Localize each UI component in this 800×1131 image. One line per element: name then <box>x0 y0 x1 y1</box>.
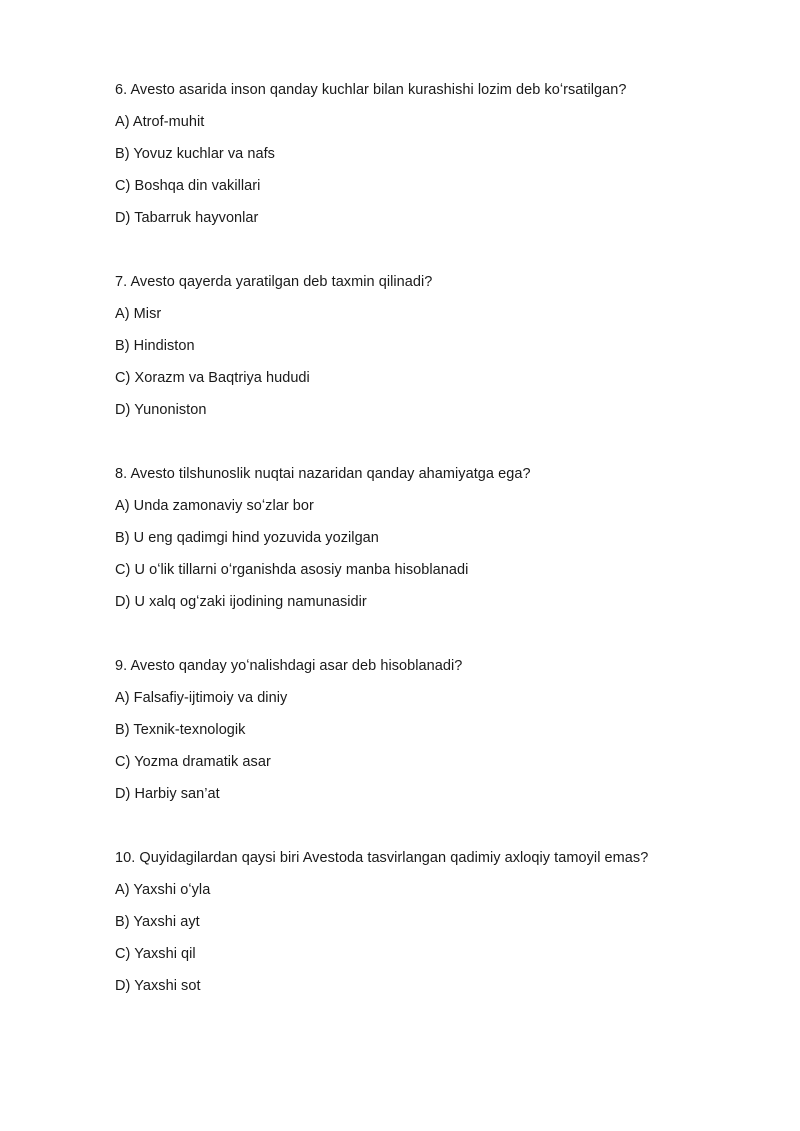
question-block <box>115 458 775 618</box>
answer-option: D) U xalq ogʻzaki ijodining namunasidir <box>115 594 367 610</box>
question-block <box>115 842 775 1002</box>
question-block <box>115 74 775 234</box>
question-list <box>115 74 775 1034</box>
answer-option: B) Yaxshi ayt <box>115 914 200 930</box>
question-text: 7. Avesto qayerda yaratilgan deb taxmin qilinadi? <box>115 274 433 290</box>
question-block <box>115 266 775 426</box>
answer-option: C) Yaxshi qil <box>115 946 196 962</box>
answer-option: D) Yaxshi sot <box>115 978 201 994</box>
question-text: 8. Avesto tilshunoslik nuqtai nazaridan qanday ahamiyatga ega? <box>115 466 531 482</box>
answer-option: C) U oʻlik tillarni oʻrganishda asosiy manba hisoblanadi <box>115 562 469 578</box>
answer-option: B) Yovuz kuchlar va nafs <box>115 146 275 162</box>
question-text: 6. Avesto asarida inson qanday kuchlar bilan kurashishi lozim deb koʻrsatilgan? <box>115 82 627 98</box>
answer-option: A) Atrof-muhit <box>115 114 205 130</box>
answer-option: C) Boshqa din vakillari <box>115 178 261 194</box>
answer-option: B) Texnik-texnologik <box>115 722 246 738</box>
answer-option: A) Unda zamonaviy soʻzlar bor <box>115 498 314 514</box>
question-text: 10. Quyidagilardan qaysi biri Avestoda tasvirlangan qadimiy axloqiy tamoyil emas? <box>115 850 649 866</box>
answer-option: A) Misr <box>115 306 162 322</box>
question-block <box>115 650 775 810</box>
answer-option: C) Yozma dramatik asar <box>115 754 271 770</box>
answer-option: C) Xorazm va Baqtriya hududi <box>115 370 310 386</box>
answer-option: D) Tabarruk hayvonlar <box>115 210 259 226</box>
answer-option: A) Falsafiy-ijtimoiy va diniy <box>115 690 288 706</box>
question-text: 9. Avesto qanday yoʻnalishdagi asar deb hisoblanadi? <box>115 658 463 674</box>
answer-option: B) U eng qadimgi hind yozuvida yozilgan <box>115 530 379 546</box>
answer-option: D) Harbiy san’at <box>115 786 220 802</box>
answer-option: B) Hindiston <box>115 338 195 354</box>
answer-option: A) Yaxshi oʻyla <box>115 882 211 898</box>
answer-option: D) Yunoniston <box>115 402 207 418</box>
